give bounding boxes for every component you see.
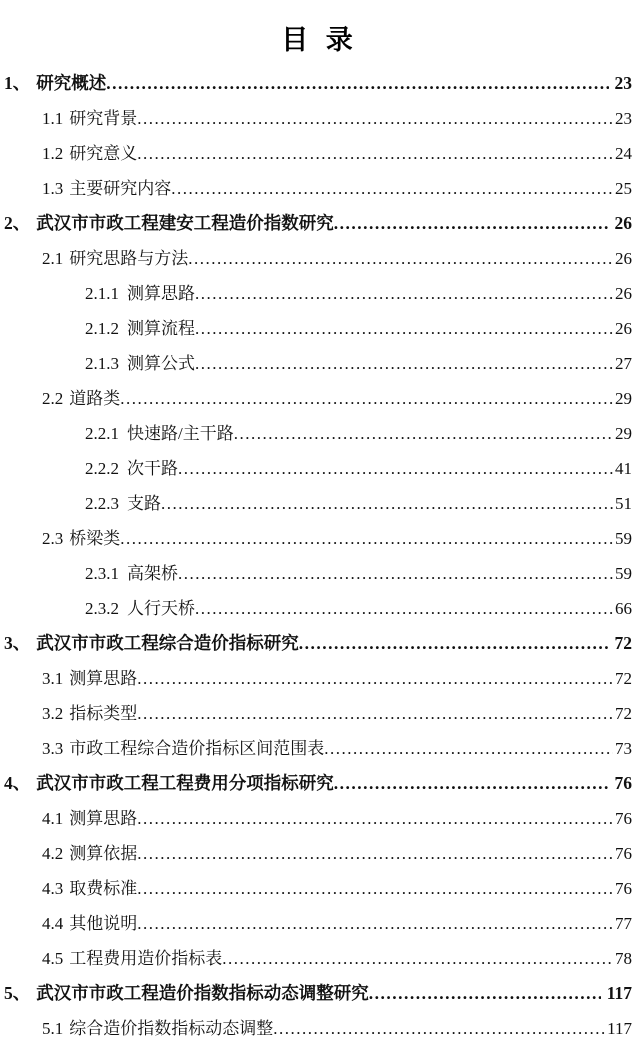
dot-leader bbox=[171, 171, 613, 206]
toc-entry-number: 3.3 bbox=[42, 739, 64, 758]
toc-entry-title: 综合造价指数指标动态调整 bbox=[69, 1019, 274, 1038]
dot-leader bbox=[137, 906, 613, 941]
toc-entry-number: 4.2 bbox=[42, 844, 64, 863]
dot-leader bbox=[273, 1011, 605, 1046]
toc-entry[interactable] bbox=[4, 486, 632, 521]
toc-entry-number: 2.2.1 bbox=[85, 424, 119, 443]
toc-entry[interactable] bbox=[4, 101, 632, 136]
toc-entry-number: 4.4 bbox=[42, 914, 64, 933]
toc-entry-title: 道路类 bbox=[69, 389, 121, 408]
toc-entry-page: 24 bbox=[615, 144, 632, 163]
dot-leader bbox=[195, 311, 613, 346]
dot-leader bbox=[120, 521, 613, 556]
dot-leader bbox=[234, 416, 613, 451]
toc-entry[interactable] bbox=[4, 906, 632, 941]
toc-entry-title: 研究思路与方法 bbox=[69, 249, 189, 268]
toc-entry[interactable] bbox=[4, 626, 632, 661]
toc-entry-page: 26 bbox=[615, 249, 632, 268]
toc-entry-page: 117 bbox=[607, 1019, 632, 1038]
toc-entry-title: 武汉市市政工程工程费用分项指标研究 bbox=[36, 773, 334, 793]
dot-leader bbox=[161, 486, 613, 521]
toc-entry-number: 1.3 bbox=[42, 179, 64, 198]
toc-entry-title: 人行天桥 bbox=[127, 599, 195, 618]
toc-entry-number: 2.3.2 bbox=[85, 599, 119, 618]
toc-entry-title: 研究背景 bbox=[69, 109, 138, 128]
toc-entry-number: 2.3.1 bbox=[85, 564, 119, 583]
toc-entry-page: 26 bbox=[615, 284, 632, 303]
toc-entry[interactable] bbox=[4, 276, 632, 311]
toc-entry-title: 武汉市市政工程综合造价指标研究 bbox=[36, 633, 299, 653]
dot-leader bbox=[222, 941, 613, 976]
toc-entry-title: 市政工程综合造价指标区间范围表 bbox=[69, 739, 325, 758]
toc-entry[interactable] bbox=[4, 836, 632, 871]
dot-leader bbox=[137, 836, 613, 871]
toc-entry-page: 29 bbox=[615, 424, 632, 443]
toc-entry[interactable] bbox=[4, 241, 632, 276]
toc-entry-page: 59 bbox=[615, 564, 632, 583]
toc-entry-title: 测算思路 bbox=[127, 284, 195, 303]
toc-entry-page: 72 bbox=[615, 704, 632, 723]
toc-entry-title: 取费标准 bbox=[69, 879, 138, 898]
toc-entry-page: 76 bbox=[615, 809, 632, 828]
dot-leader bbox=[120, 381, 613, 416]
toc-entry[interactable] bbox=[4, 591, 632, 626]
toc-entry-page: 26 bbox=[614, 213, 632, 233]
toc-entry-title: 其他说明 bbox=[69, 914, 138, 933]
toc-entry[interactable] bbox=[4, 871, 632, 906]
toc-entry[interactable] bbox=[4, 416, 632, 451]
toc-entry[interactable] bbox=[4, 556, 632, 591]
toc-entry[interactable] bbox=[4, 171, 632, 206]
dot-leader bbox=[334, 766, 609, 801]
dot-leader bbox=[137, 661, 613, 696]
toc-entry[interactable] bbox=[4, 66, 632, 101]
toc-entry-number: 1、 bbox=[4, 73, 31, 93]
page-title: 目 录 bbox=[281, 25, 355, 55]
toc-entry-page: 51 bbox=[615, 494, 632, 513]
toc-entry-number: 5.1 bbox=[42, 1019, 64, 1038]
toc-entry-page: 76 bbox=[614, 773, 632, 793]
toc-entry-page: 23 bbox=[615, 109, 632, 128]
dot-leader bbox=[188, 241, 613, 276]
toc-entry-number: 2.1 bbox=[42, 249, 64, 268]
toc-entry-title: 测算公式 bbox=[127, 354, 195, 373]
toc-entry-title: 指标类型 bbox=[69, 704, 138, 723]
toc-entry-number: 2、 bbox=[4, 213, 31, 233]
toc-entry-page: 29 bbox=[615, 389, 632, 408]
toc-entry-page: 25 bbox=[615, 179, 632, 198]
dot-leader bbox=[178, 556, 613, 591]
toc-entry[interactable] bbox=[4, 766, 632, 801]
toc-entry-title: 研究意义 bbox=[69, 144, 138, 163]
toc-entry-number: 5、 bbox=[4, 983, 31, 1003]
toc-entry-number: 3.1 bbox=[42, 669, 64, 688]
toc-entry-page: 72 bbox=[614, 633, 632, 653]
toc-entry-page: 78 bbox=[615, 949, 632, 968]
toc-entry-page: 41 bbox=[615, 459, 632, 478]
toc-entry-title: 工程费用造价指标表 bbox=[69, 949, 223, 968]
dot-leader bbox=[137, 696, 613, 731]
toc-entry-title: 研究概述 bbox=[36, 73, 107, 93]
toc-entry-page: 66 bbox=[615, 599, 632, 618]
dot-leader bbox=[195, 346, 613, 381]
toc-entry-number: 2.2.2 bbox=[85, 459, 119, 478]
toc-entry-number: 2.1.2 bbox=[85, 319, 119, 338]
toc-entry-number: 4.5 bbox=[42, 949, 64, 968]
toc-entry-number: 4.1 bbox=[42, 809, 64, 828]
dot-leader bbox=[299, 626, 609, 661]
toc-entry[interactable] bbox=[4, 311, 632, 346]
dot-leader bbox=[137, 136, 613, 171]
dot-leader bbox=[106, 66, 608, 101]
toc-entry-number: 3.2 bbox=[42, 704, 64, 723]
toc-entry-title: 主要研究内容 bbox=[69, 179, 172, 198]
toc-entry-title: 测算流程 bbox=[127, 319, 195, 338]
dot-leader bbox=[137, 101, 613, 136]
toc-entry-title: 测算依据 bbox=[69, 844, 138, 863]
toc-list bbox=[4, 66, 632, 1046]
toc-entry-page: 73 bbox=[615, 739, 632, 758]
toc-entry[interactable] bbox=[4, 661, 632, 696]
dot-leader bbox=[369, 976, 601, 1011]
dot-leader bbox=[137, 871, 613, 906]
toc-entry[interactable] bbox=[4, 521, 632, 556]
toc-entry-page: 23 bbox=[614, 73, 632, 93]
toc-entry[interactable] bbox=[4, 451, 632, 486]
toc-entry-page: 59 bbox=[615, 529, 632, 548]
toc-entry[interactable] bbox=[4, 346, 632, 381]
toc-entry-number: 2.1.3 bbox=[85, 354, 119, 373]
toc-entry-number: 4、 bbox=[4, 773, 31, 793]
toc-entry-title: 快速路/主干路 bbox=[127, 424, 234, 443]
toc-entry[interactable] bbox=[4, 381, 632, 416]
toc-entry-title: 武汉市市政工程造价指数指标动态调整研究 bbox=[36, 983, 369, 1003]
toc-entry-title: 次干路 bbox=[127, 459, 178, 478]
toc-entry-number: 3、 bbox=[4, 633, 31, 653]
toc-entry-number: 2.2 bbox=[42, 389, 64, 408]
dot-leader bbox=[178, 451, 613, 486]
dot-leader bbox=[334, 206, 609, 241]
toc-entry-number: 2.1.1 bbox=[85, 284, 119, 303]
toc-entry-page: 76 bbox=[615, 879, 632, 898]
dot-leader bbox=[195, 591, 613, 626]
toc-entry[interactable] bbox=[4, 136, 632, 171]
toc-entry-page: 76 bbox=[615, 844, 632, 863]
toc-entry-title: 测算思路 bbox=[69, 669, 138, 688]
toc-entry-title: 桥梁类 bbox=[69, 529, 121, 548]
toc-entry-number: 1.1 bbox=[42, 109, 64, 128]
toc-entry[interactable] bbox=[4, 976, 632, 1011]
toc-entry-page: 26 bbox=[615, 319, 632, 338]
toc-entry-page: 77 bbox=[615, 914, 632, 933]
toc-entry-title: 高架桥 bbox=[127, 564, 178, 583]
toc-entry[interactable] bbox=[4, 731, 632, 766]
toc-entry[interactable] bbox=[4, 696, 632, 731]
toc-entry-title: 支路 bbox=[127, 494, 161, 513]
toc-entry-page: 72 bbox=[615, 669, 632, 688]
toc-entry-title: 武汉市市政工程建安工程造价指数研究 bbox=[36, 213, 334, 233]
toc-entry[interactable] bbox=[4, 801, 632, 836]
toc-entry-title: 测算思路 bbox=[69, 809, 138, 828]
dot-leader bbox=[324, 731, 613, 766]
toc-entry[interactable] bbox=[4, 1011, 632, 1046]
toc-entry[interactable] bbox=[4, 941, 632, 976]
toc-entry-number: 4.3 bbox=[42, 879, 64, 898]
toc-entry[interactable] bbox=[4, 206, 632, 241]
dot-leader bbox=[195, 276, 613, 311]
toc-entry-number: 1.2 bbox=[42, 144, 64, 163]
dot-leader bbox=[137, 801, 613, 836]
toc-entry-number: 2.3 bbox=[42, 529, 64, 548]
toc-entry-page: 27 bbox=[615, 354, 632, 373]
toc-entry-number: 2.2.3 bbox=[85, 494, 119, 513]
toc-entry-page: 117 bbox=[606, 983, 632, 1003]
